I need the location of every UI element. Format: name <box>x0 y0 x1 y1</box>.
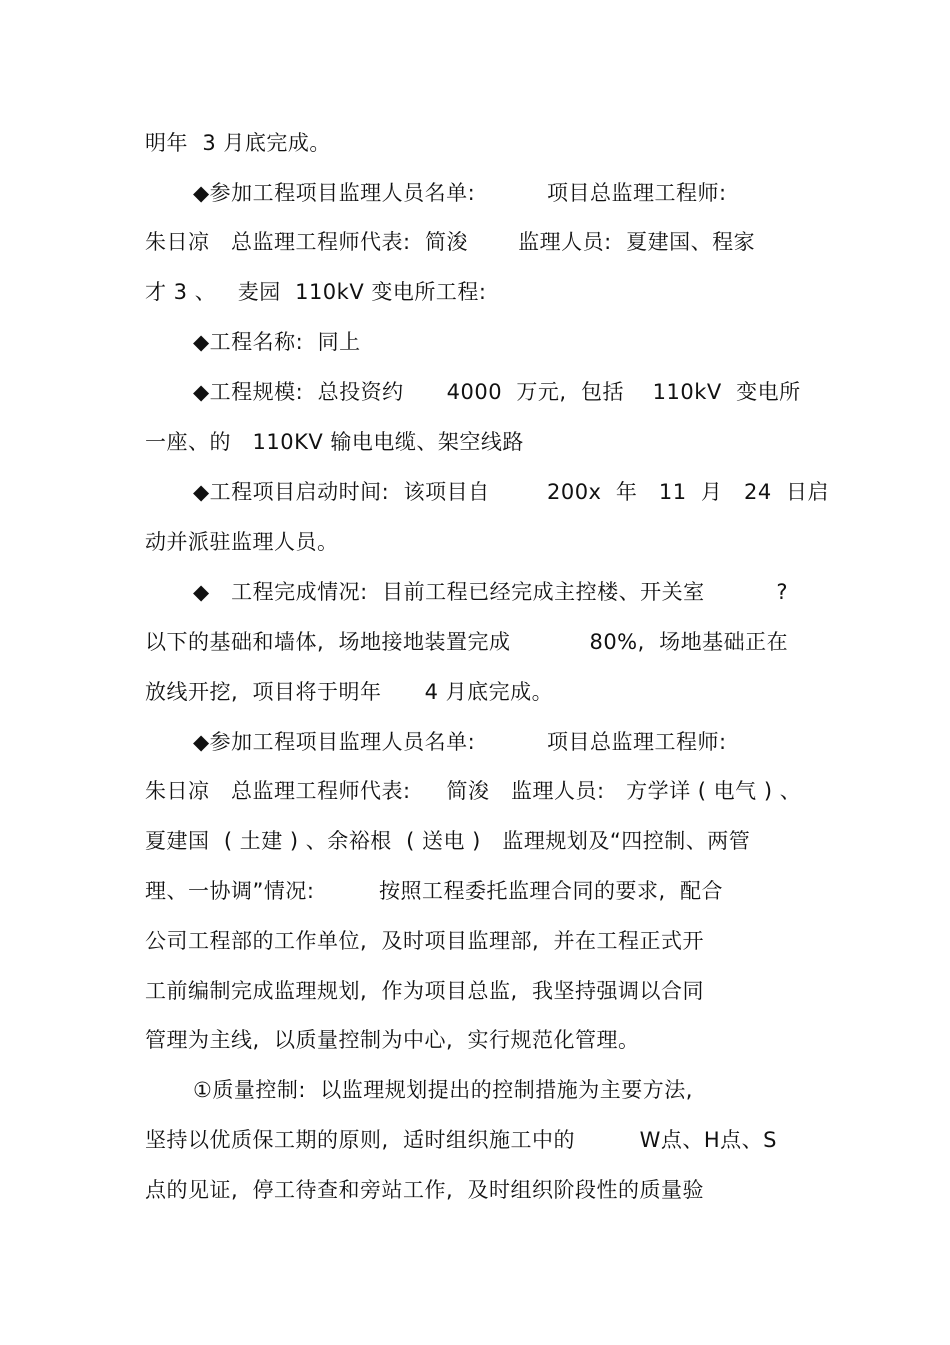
text-line: 以下的基础和墙体, 场地接地装置完成 80%, 场地基础正在 <box>145 630 789 654</box>
text-line: 朱日凉 总监理工程师代表: 简浚 监理人员: 方学详 ( 电气 ) 、 <box>145 779 802 803</box>
text-line: 坚持以优质保工期的原则, 适时组织施工中的 W点、H点、S <box>145 1128 777 1152</box>
text-line: 工前编制完成监理规划, 作为项目总监, 我坚持强调以合同 <box>145 979 705 1003</box>
text-line: 点的见证, 停工待查和旁站工作, 及时组织阶段性的质量验 <box>145 1178 705 1202</box>
text-line: ◆工程项目启动时间: 该项目自 200x 年 11 月 24 日启 <box>193 480 830 504</box>
text-line: 管理为主线, 以质量控制为中心, 实行规范化管理。 <box>145 1028 640 1052</box>
text-line: 朱日凉 总监理工程师代表: 简浚 监理人员: 夏建国、程家 <box>145 230 756 254</box>
text-line: ◆参加工程项目监理人员名单: 项目总监理工程师: <box>193 730 727 754</box>
text-line: 夏建国 ( 土建 ) 、余裕根 ( 送电 ) 监理规划及“四控制、两管 <box>145 829 751 853</box>
text-line: 公司工程部的工作单位, 及时项目监理部, 并在工程正式开 <box>145 929 705 953</box>
text-line: 一座、的 110KV 输电电缆、架空线路 <box>145 430 524 454</box>
text-line: 理、一协调”情况: 按照工程委托监理合同的要求, 配合 <box>145 879 724 903</box>
text-line: ①质量控制: 以监理规划提出的控制措施为主要方法, <box>193 1078 693 1102</box>
text-line: 动并派驻监理人员。 <box>145 530 339 554</box>
text-line: 才 3 、 麦园 110kV 变电所工程: <box>145 280 487 304</box>
text-line: 明年 3 月底完成。 <box>145 131 331 155</box>
text-line: ◆工程名称: 同上 <box>193 330 361 354</box>
text-line: ◆参加工程项目监理人员名单: 项目总监理工程师: <box>193 181 727 205</box>
text-line: ◆工程规模: 总投资约 4000 万元, 包括 110kV 变电所 <box>193 380 801 404</box>
text-line: 放线开挖, 项目将于明年 4 月底完成。 <box>145 680 554 704</box>
text-line: ◆ 工程完成情况: 目前工程已经完成主控楼、开关室 ? <box>193 580 788 604</box>
